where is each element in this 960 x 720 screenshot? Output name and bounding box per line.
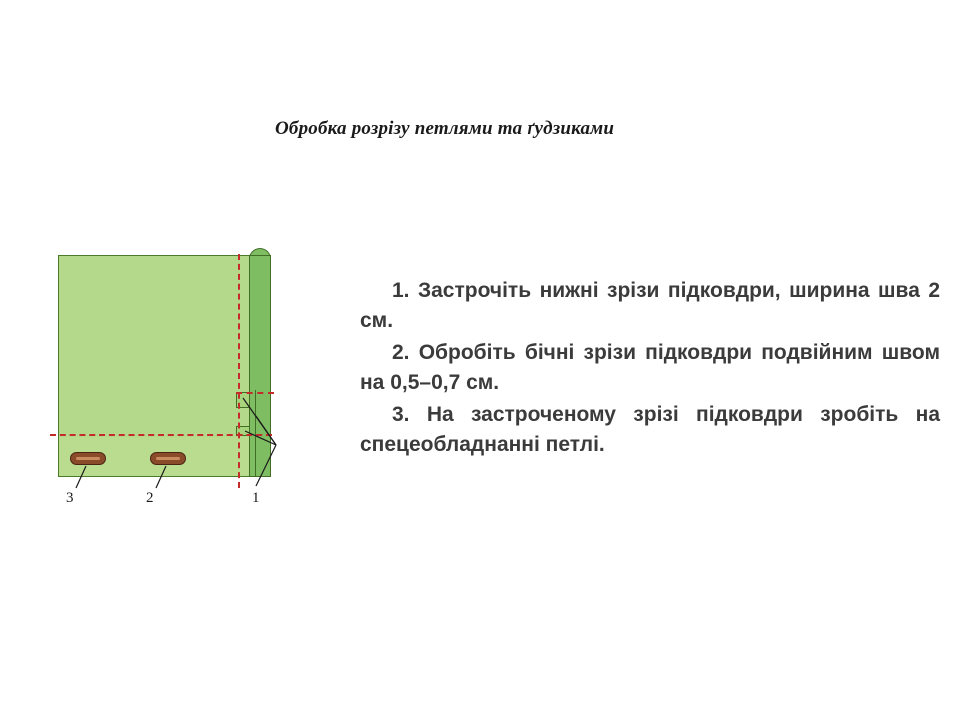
instructions-list bbox=[360, 276, 940, 462]
buttonhole-slit bbox=[156, 457, 180, 460]
buttonhole-slit bbox=[76, 457, 100, 460]
sewing-diagram bbox=[40, 240, 360, 530]
instruction-step-3: 3. На застроченому зрізі підковдри зробіть на спецеобладнанні петлі. bbox=[360, 403, 940, 456]
callout-label-1: 1 bbox=[252, 490, 260, 506]
stitch-line-short bbox=[236, 392, 274, 394]
instruction-step-2: 2. Обробіть бічні зрізи підковдри подвійним швом на 0,5–0,7 см. bbox=[360, 341, 940, 394]
buttonhole-left bbox=[70, 452, 106, 465]
buttonhole-right bbox=[150, 452, 186, 465]
stitch-line-vertical bbox=[238, 254, 240, 488]
instruction-step-1: 1. Застрочіть нижні зрізи підковдри, ширина шва 2 см. bbox=[360, 279, 940, 332]
callout-label-2: 2 bbox=[146, 490, 154, 506]
callout-label-3: 3 bbox=[66, 490, 74, 506]
stitch-line-horizontal bbox=[50, 434, 272, 436]
fold-edge-column bbox=[249, 255, 271, 477]
page-title: Обробка розрізу петлями та ґудзиками bbox=[275, 118, 615, 139]
